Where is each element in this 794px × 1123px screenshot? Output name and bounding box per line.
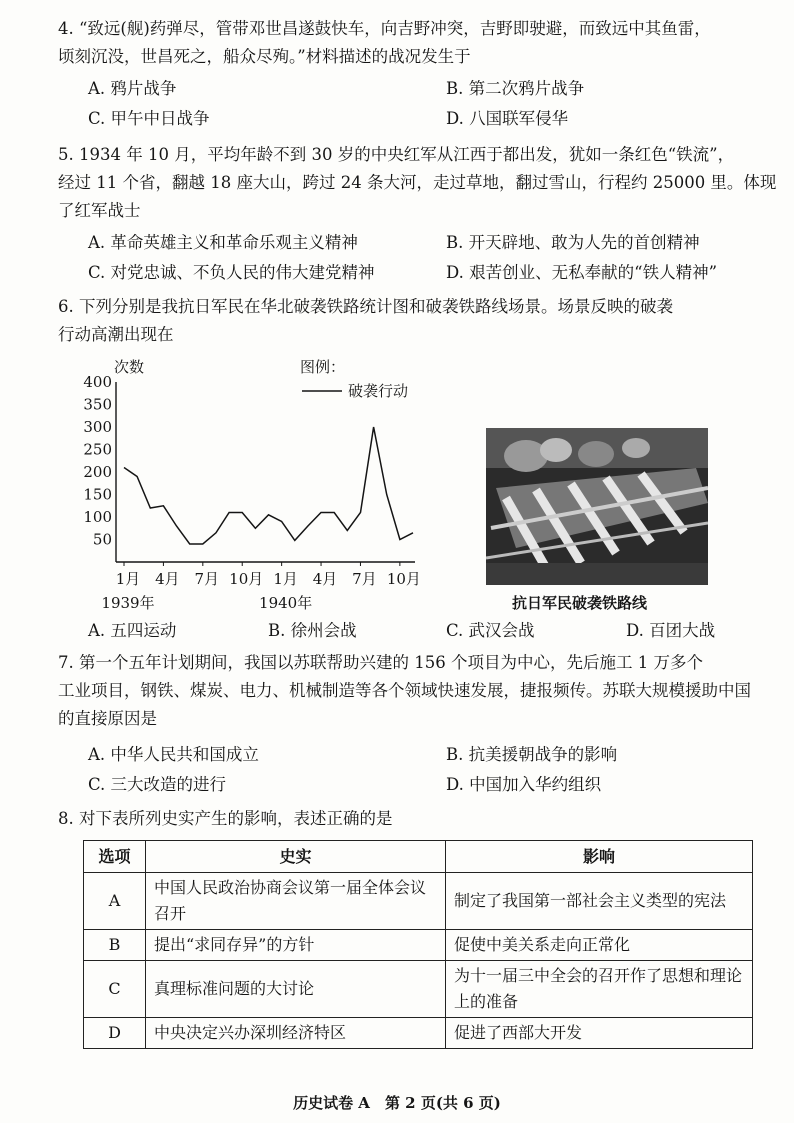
y-tick-label: 250: [83, 440, 112, 459]
page-footer: 历史试卷 A 第 2 页(共 6 页): [293, 1094, 501, 1112]
q7-stem-line1: 7. 第一个五年计划期间，我国以苏联帮助兴建的 156 个项目为中心，先后施工 1 万多个: [58, 653, 703, 672]
row-fact: 提出“求同存异”的方针: [146, 930, 446, 961]
q6-option-a[interactable]: A. 五四运动: [88, 621, 177, 640]
x-tick-labels: [116, 562, 421, 588]
q7-option-d[interactable]: D. 中国加入华约组织: [446, 775, 602, 794]
table-row[interactable]: [84, 873, 753, 930]
x-tick-label: 4月: [312, 570, 338, 588]
q4-option-c[interactable]: C. 甲午中日战争: [88, 109, 210, 128]
q6-option-d[interactable]: D. 百团大战: [626, 621, 716, 640]
header-effect: 影响: [446, 841, 753, 873]
q5-option-c[interactable]: C. 对党忠诚、不负人民的伟大建党精神: [88, 263, 375, 282]
q6-stem-line2: 行动高潮出现在: [58, 325, 174, 344]
y-tick-label: 100: [83, 508, 112, 526]
q7-option-c[interactable]: C. 三大改造的进行: [88, 775, 227, 794]
table-row[interactable]: [84, 930, 753, 961]
year-labels: [101, 594, 312, 612]
x-tick-label: 10月: [386, 570, 421, 588]
row-fact: 中央决定兴办深圳经济特区: [146, 1018, 446, 1049]
y-tick-label: 400: [83, 373, 112, 391]
row-effect: 制定了我国第一部社会主义类型的宪法: [446, 873, 753, 930]
y-tick-labels: [83, 373, 112, 549]
row-key: A: [84, 873, 146, 930]
table-row[interactable]: [84, 961, 753, 1018]
x-tick-label: 10月: [229, 570, 264, 588]
row-effect: 促使中美关系走向正常化: [446, 930, 753, 961]
x-tick-label: 7月: [194, 570, 220, 588]
row-key: D: [84, 1018, 146, 1049]
year-label: 1940年: [259, 594, 313, 612]
y-tick-label: 350: [83, 395, 112, 414]
chart-axes: [116, 382, 415, 562]
x-tick-label: 7月: [352, 570, 377, 588]
row-key: C: [84, 961, 146, 1018]
row-fact: 真理标准问题的大讨论: [146, 961, 446, 1018]
q7-stem-line3: 的直接原因是: [58, 709, 157, 728]
x-tick-label: 4月: [155, 570, 180, 588]
y-tick-label: 50: [92, 530, 112, 549]
q4-option-b[interactable]: B. 第二次鸦片战争: [446, 79, 585, 98]
table-row[interactable]: [84, 1018, 753, 1049]
railway-sabotage-photo: [486, 428, 708, 585]
year-label: 1939年: [101, 594, 155, 612]
q7-option-a[interactable]: A. 中华人民共和国成立: [88, 745, 259, 764]
q5-option-b[interactable]: B. 开天辟地、敢为人先的首创精神: [446, 233, 700, 252]
q6-stem-line1: 6. 下列分别是我抗日军民在华北破袭铁路统计图和破袭铁路线场景。场景反映的破袭: [58, 297, 673, 316]
q8-facts-table: [83, 840, 753, 1049]
photo-caption: 抗日军民破袭铁路线: [512, 594, 648, 612]
legend-title: 图例：: [300, 358, 346, 376]
q4-option-d[interactable]: D. 八国联军侵华: [446, 109, 569, 128]
header-fact: 史实: [146, 841, 446, 873]
q5-stem-line1: 5. 1934 年 10 月，平均年龄不到 30 岁的中央红军从江西于都出发，犹如一条红色“铁流”，: [58, 145, 735, 164]
y-tick-label: 300: [83, 418, 112, 436]
q6-option-c[interactable]: C. 武汉会战: [446, 621, 535, 640]
q4-stem-line1: 4. “致远(舰)药弹尽，管带邓世昌遂鼓快车，向吉野冲突，吉野即驶避，而致远中其鱼雷，: [58, 19, 711, 38]
y-axis-label: 次数: [114, 358, 145, 376]
q7-option-b[interactable]: B. 抗美援朝战争的影响: [446, 745, 618, 764]
q5-option-a[interactable]: A. 革命英雄主义和革命乐观主义精神: [88, 233, 358, 252]
x-tick-label: 1月: [273, 570, 298, 588]
railway-sabotage-line-chart: [70, 352, 440, 614]
q4-option-a[interactable]: A. 鸦片战争: [88, 79, 177, 98]
legend-series-label: 破袭行动: [348, 382, 409, 400]
q4-stem-line2: 顷刻沉没，世昌死之，船众尽殉。”材料描述的战况发生于: [58, 47, 471, 66]
q6-option-b[interactable]: B. 徐州会战: [268, 621, 357, 640]
x-tick-label: 1月: [115, 570, 141, 588]
header-option: 选项: [84, 841, 146, 873]
y-tick-label: 150: [83, 485, 112, 504]
q5-stem-line2: 经过 11 个省，翻越 18 座大山，跨过 24 条大河，走过草地，翻过雪山，行程约 25000 里。体现: [58, 173, 777, 192]
row-effect: 促进了西部大开发: [446, 1018, 753, 1049]
row-fact: 中国人民政治协商会议第一届全体会议召开: [146, 873, 446, 930]
q5-option-d[interactable]: D. 艰苦创业、无私奉献的“铁人精神”: [446, 263, 718, 282]
row-effect: 为十一届三中全会的召开作了思想和理论上的准备: [446, 961, 753, 1018]
sabotage-series-line: [124, 427, 413, 544]
q5-stem-line3: 了红军战士: [58, 201, 141, 220]
table-header-row: [84, 841, 753, 873]
q8-stem: 8. 对下表所列史实产生的影响，表述正确的是: [58, 809, 393, 828]
y-tick-label: 200: [83, 463, 112, 481]
q7-stem-line2: 工业项目，钢铁、煤炭、电力、机械制造等各个领域快速发展，捷报频传。苏联大规模援助中国: [58, 681, 751, 700]
row-key: B: [84, 930, 146, 961]
